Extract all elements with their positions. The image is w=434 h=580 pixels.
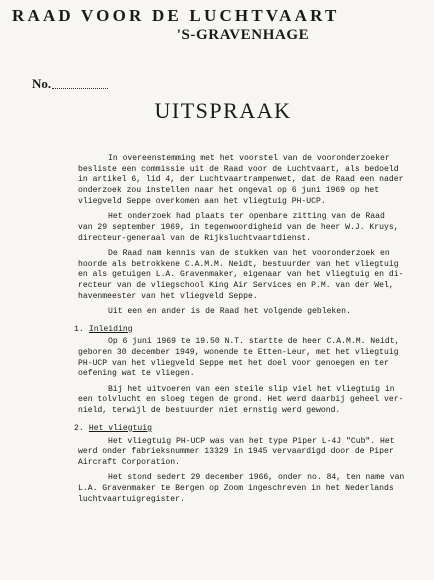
organization-city: 'S-GRAVENHAGE <box>176 27 310 43</box>
paragraph <box>78 307 426 318</box>
text-line: Het stond sedert 29 december 1966, onder no. 84, ten name van <box>108 473 405 483</box>
document-body <box>74 154 426 510</box>
document-number-label: No. <box>32 76 52 91</box>
text-line: recteur van de vliegschool King Air Services en P.M. van der Wel, <box>78 280 394 290</box>
text-line: een tolvlucht en sloeg tegen de grond. Het werd daarbij geheel ver- <box>78 395 404 405</box>
text-line: havenmeester van het vliegveld Seppe. <box>78 291 258 301</box>
text-line: onderzoek zou instellen naar het ongeval op 6 juni 1969 op het <box>78 186 380 196</box>
text-line: L.A. Gravenmaker te Bergen op Zoom ingeschreven in het Nederlands <box>78 483 394 493</box>
paragraph <box>78 473 426 505</box>
text-line: nield, terwijl de bestuurder niet ernstig werd gewond. <box>78 406 341 416</box>
text-line: Op 6 juni 1969 te 19.50 N.T. startte de heer C.A.M.M. Neidt, <box>108 337 400 347</box>
text-line: oefening wat te vliegen. <box>78 369 195 379</box>
section-heading <box>74 423 426 435</box>
text-line: van 29 september 1969, in tegenwoordigheid van de heer W.J. Kruys, <box>78 222 399 232</box>
paragraph <box>78 249 426 303</box>
text-line: De Raad nam kennis van de stukken van het vooronderzoek en <box>108 248 390 258</box>
text-line: directeur-generaal van de Rijksluchtvaartdienst. <box>78 233 312 243</box>
section-title: Inleiding <box>88 324 133 334</box>
text-line: geboren 30 december 1949, wonende te Etten-Leur, met het vliegtuig <box>78 348 399 358</box>
document-number-line <box>52 88 108 89</box>
text-line: in artikel 6, lid 4, der Luchtvaartrampenwet, dat de Raad een nader <box>78 175 404 185</box>
document-title: UITSPRAAK <box>154 98 292 123</box>
text-line: besliste een commissie uit de Raad voor de Luchtvaart, als bedoeld <box>78 164 399 174</box>
paragraph <box>78 337 426 380</box>
section-number: 1. <box>74 324 84 334</box>
paragraph <box>78 212 426 244</box>
text-line: hoorde als betrokkene C.A.M.M. Neidt, bestuurder van het vliegtuig <box>78 259 399 269</box>
text-line: vliegveld Seppe overkomen aan het vliegtuig PH-UCP. <box>78 196 326 206</box>
section-title: Het vliegtuig <box>88 423 153 433</box>
text-line: Uit een en ander is de Raad het volgende gebleken. <box>108 306 351 316</box>
paragraph <box>78 437 426 469</box>
text-line: Het vliegtuig PH-UCP was van het type Piper L-4J "Cub". Het <box>108 436 395 446</box>
text-line: luchtvaartuigregister. <box>78 494 185 504</box>
paragraph <box>78 385 426 417</box>
section-number: 2. <box>74 423 84 433</box>
text-line: Het onderzoek had plaats ter openbare zitting van de Raad <box>108 212 385 222</box>
text-line: werd onder fabrieksnummer 13329 in 1945 vervaardigd door de Piper <box>78 447 394 457</box>
text-line: en als getuigen L.A. Gravenmaker, eigenaar van het vliegtuig en di- <box>78 270 404 280</box>
text-line: Bij het uitvoeren van een steile slip viel het vliegtuig in <box>108 384 395 394</box>
organization-name: RAAD VOOR DE LUCHTVAART <box>12 6 340 25</box>
text-line: Aircraft Corporation. <box>78 457 180 467</box>
text-line: PH-UCP van het vliegveld Seppe met het doel voor genoegen en ter <box>78 358 389 368</box>
text-line: In overeenstemming met het voorstel van de vooronderzoeker <box>108 154 390 163</box>
paragraph <box>78 154 426 208</box>
section-heading <box>74 324 426 336</box>
